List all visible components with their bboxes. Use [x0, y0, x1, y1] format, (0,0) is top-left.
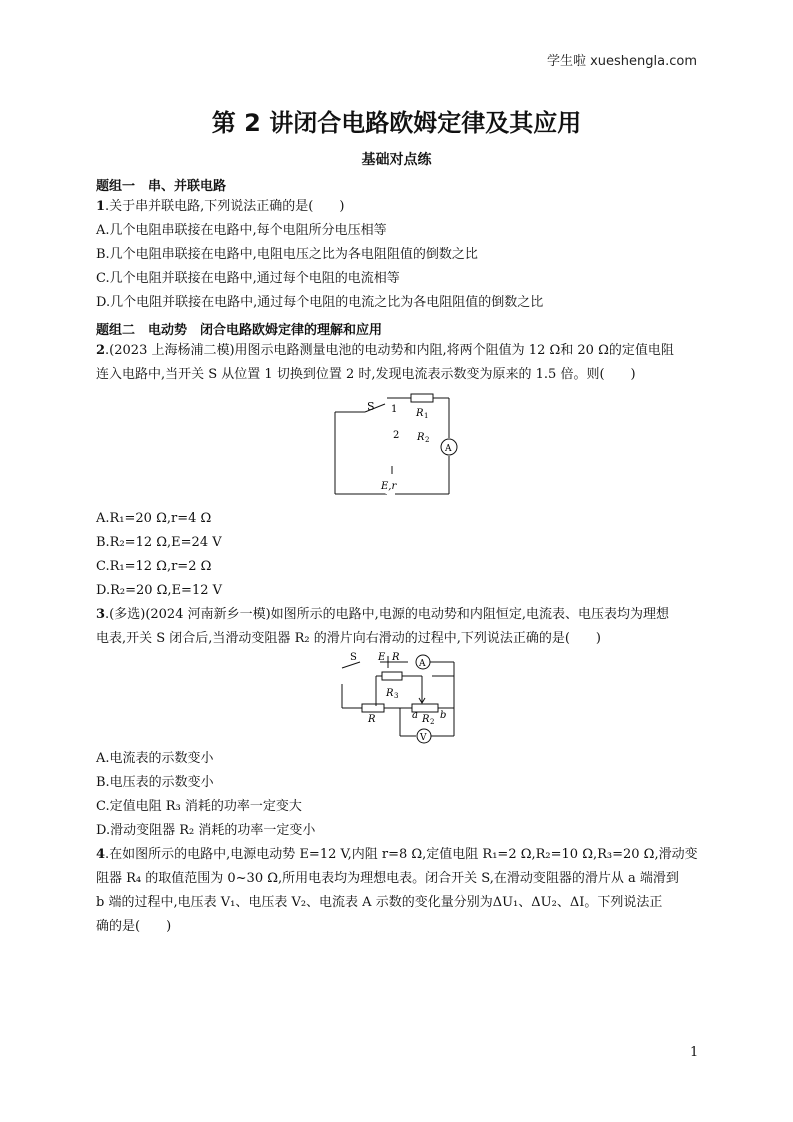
q1-stem-text: .关于串并联电路,下列说法正确的是( ) — [105, 199, 345, 214]
q2-position-1-label: 1 — [391, 404, 398, 415]
q2-source-label: E,r — [381, 481, 397, 492]
q3-r2-subscript: 2 — [430, 718, 435, 726]
q3-option-a: A.电流表的示数变小 — [96, 751, 214, 766]
q2-position-2-label: 2 — [393, 430, 400, 441]
q3-b-label: b — [440, 710, 447, 721]
q2-option-a: A.R₁=20 Ω,r=4 Ω — [96, 511, 212, 526]
q2-number: 2 — [96, 343, 106, 358]
q3-r-label: R — [368, 714, 376, 725]
q3-r2-label: R — [422, 714, 430, 725]
q4-line3: b 端的过程中,电压表 V₁、电压表 V₂、电流表 A 示数的变化量分别为ΔU₁、ΔU₂、ΔI。下列说法正 — [96, 895, 663, 910]
page-number: 1 — [690, 1045, 699, 1060]
q1-number: 1 — [96, 199, 106, 214]
page-title: 第 2 讲闭合电路欧姆定律及其应用 — [211, 109, 582, 137]
q4-line1 — [96, 847, 698, 863]
q2-r2-subscript: 2 — [425, 436, 430, 444]
q3-switch-label: S — [350, 652, 357, 663]
q3-source-label: E — [378, 652, 386, 663]
q3-r3-label: R — [386, 688, 394, 699]
q4-number: 4 — [96, 847, 106, 862]
q4-line2: 阻器 R₄ 的取值范围为 0~30 Ω,所用电表均为理想电表。闭合开关 S,在滑动变阻器的滑片从 a 端滑到 — [96, 871, 679, 886]
q3-internal-resistance-label: R — [392, 652, 400, 663]
q3-number: 3 — [96, 607, 106, 622]
q1-option-d: D.几个电阻并联接在电路中,通过每个电阻的电流之比为各电阻阻值的倒数之比 — [96, 295, 544, 310]
section-subtitle: 基础对点练 — [361, 152, 432, 168]
q2-r1-label: R — [416, 408, 424, 419]
q3-stem-line1 — [96, 607, 669, 623]
q1-option-b: B.几个电阻串联接在电路中,电阻电压之比为各电阻阻值的倒数之比 — [96, 247, 478, 262]
q2-r1-subscript: 1 — [424, 412, 429, 420]
q1-option-a: A.几个电阻串联接在电路中,每个电阻所分电压相等 — [96, 223, 387, 238]
q2-stem-line1 — [96, 343, 674, 359]
q3-voltmeter-label: V — [420, 733, 427, 743]
q2-stem-text1: .(2023 上海杨浦二模)用图示电路测量电池的电动势和内阻,将两个阻值为 12 Ω和 20 Ω的定值电阻 — [105, 343, 674, 358]
q2-stem-line2: 连入电路中,当开关 S 从位置 1 切换到位置 2 时,发现电流表示数变为原来的 1.5 倍。则( ) — [96, 367, 636, 382]
q3-a-label: a — [412, 710, 418, 721]
q3-stem-line2: 电表,开关 S 闭合后,当滑动变阻器 R₂ 的滑片向右滑动的过程中,下列说法正确的是( ) — [96, 631, 601, 646]
q3-option-d: D.滑动变阻器 R₂ 消耗的功率一定变小 — [96, 823, 316, 838]
q2-option-c: C.R₁=12 Ω,r=2 Ω — [96, 559, 212, 574]
q2-circuit-diagram — [325, 390, 475, 498]
q2-switch-label: S — [367, 400, 375, 413]
q4-line4: 确的是( ) — [96, 919, 172, 934]
q3-option-b: B.电压表的示数变小 — [96, 775, 214, 790]
site-watermark: 学生啦 xueshengla.com — [546, 54, 697, 69]
q2-r2-label: R — [417, 432, 425, 443]
q3-stem-text1: .(多选)(2024 河南新乡一模)如图所示的电路中,电源的电动势和内阻恒定,电流表、电压表均为理想 — [105, 607, 669, 622]
q3-ammeter-label: A — [419, 659, 426, 669]
q2-option-d: D.R₂=20 Ω,E=12 V — [96, 583, 223, 598]
q2-option-b: B.R₂=12 Ω,E=24 V — [96, 535, 222, 550]
q1-option-c: C.几个电阻并联接在电路中,通过每个电阻的电流相等 — [96, 271, 400, 286]
q2-ammeter-label: A — [445, 444, 452, 454]
q1-stem — [96, 199, 344, 215]
q3-option-c: C.定值电阻 R₃ 消耗的功率一定变大 — [96, 799, 302, 814]
q3-circuit-diagram — [330, 648, 465, 744]
q4-text1: .在如图所示的电路中,电源电动势 E=12 V,内阻 r=8 Ω,定值电阻 R₁=2 Ω,R₂=10 Ω,R₃=20 Ω,滑动变 — [105, 847, 698, 862]
q3-r3-subscript: 3 — [394, 692, 399, 700]
group-heading-2: 题组二 电动势 闭合电路欧姆定律的理解和应用 — [96, 323, 383, 338]
group-heading-1: 题组一 串、并联电路 — [96, 179, 227, 194]
